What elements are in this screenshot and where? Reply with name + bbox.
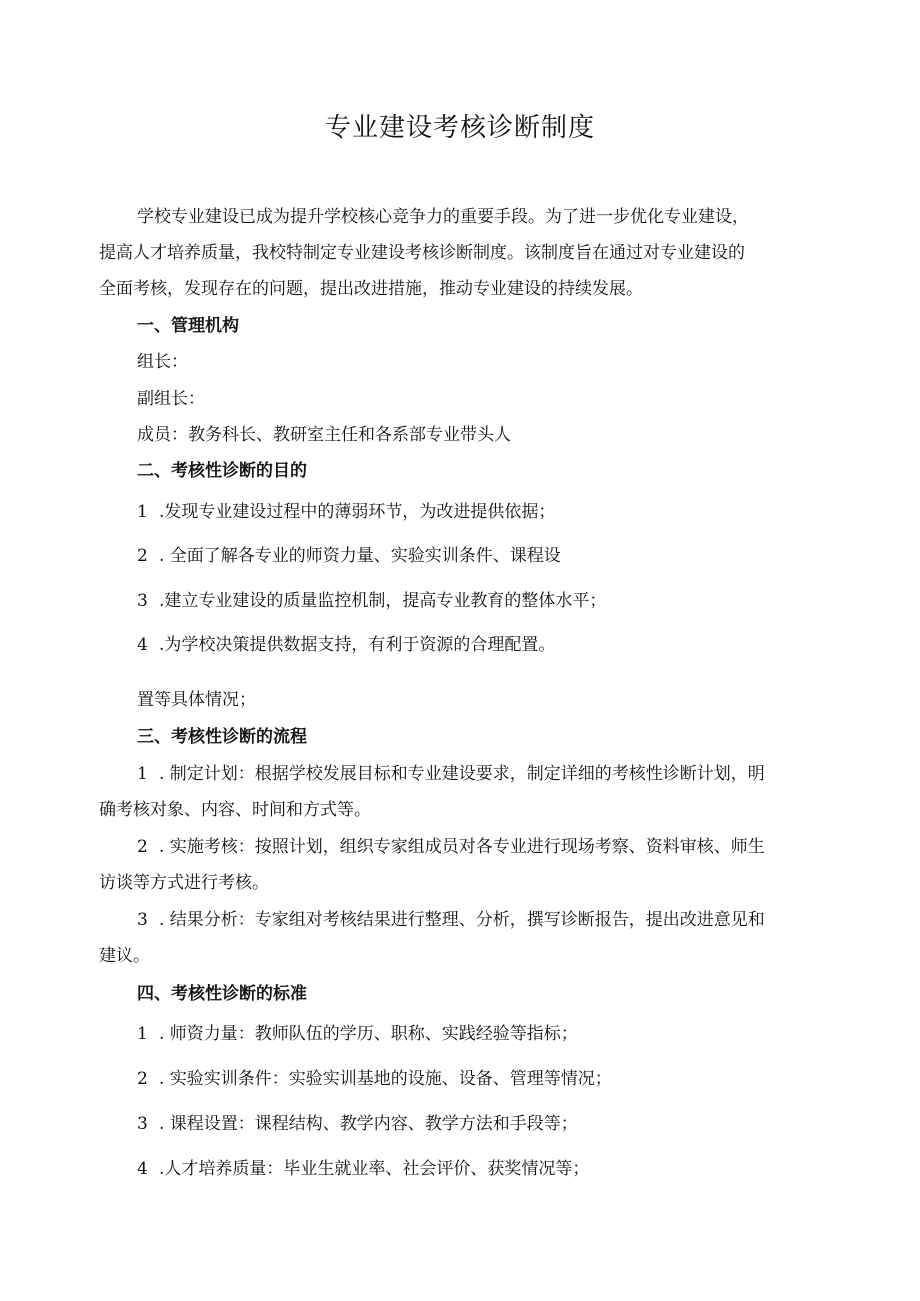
process-item-text: . 结果分析：专家组对考核结果进行整理、分析，撰写诊断报告，提出改进意见和 [159,910,765,930]
standard-item-number: 1 [137,1024,148,1044]
process-item [137,908,765,932]
section-heading-standards: 四、考核性诊断的标准 [137,984,307,1004]
section-heading-process: 三、考核性诊断的流程 [137,727,307,747]
standard-item [137,1112,578,1136]
purpose-item-text: .建立专业建设的质量监控机制，提高专业教育的整体水平； [159,591,607,611]
purpose-item-number: 1 [137,502,148,522]
purpose-item [137,589,606,613]
standard-item-number: 4 [137,1159,148,1179]
purpose-item-number: 2 [137,546,148,566]
standard-item-text: . 实验实训条件：实验实训基地的设施、设备、管理等情况； [159,1069,612,1089]
process-item-text: . 制定计划：根据学校发展目标和专业建设要求，制定详细的考核性诊断计划，明 [159,764,765,784]
intro-line-1: 学校专业建设已成为提升学校核心竞争力的重要手段。为了进一步优化专业建设， [137,207,749,227]
purpose-item-text: . 全面了解各专业的师资力量、实验实训条件、课程设 [159,546,561,566]
standard-item [137,1022,578,1046]
standard-item-number: 3 [137,1114,148,1134]
process-item-continuation: 访谈等方式进行考核。 [99,873,269,893]
purpose-item [137,500,555,524]
purpose-item-text: .为学校决策提供数据支持，有利于资源的合理配置。 [159,635,556,655]
process-item-number: 1 [137,764,148,784]
purpose-item [137,633,555,657]
members-line: 成员：教务科长、教研室主任和各系部专业带头人 [137,425,511,445]
leader-line: 组长： [137,352,188,372]
deputy-leader-line: 副组长： [137,389,205,409]
standard-item [137,1067,612,1091]
purpose-continuation: 置等具体情况； [137,690,256,710]
standard-item-number: 2 [137,1069,148,1089]
process-item [137,835,765,859]
standard-item-text: . 师资力量：教师队伍的学历、职称、实践经验等指标； [159,1024,578,1044]
page-title: 专业建设考核诊断制度 [324,113,595,143]
process-item-continuation: 建议。 [99,946,150,966]
section-heading-management: 一、管理机构 [137,316,239,336]
standard-item [137,1157,589,1181]
process-item-number: 2 [137,837,148,857]
process-item [137,762,765,786]
process-item-number: 3 [137,910,148,930]
purpose-item-number: 3 [137,591,148,611]
process-item-continuation: 确考核对象、内容、时间和方式等。 [99,800,371,820]
process-item-text: . 实施考核：按照计划，组织专家组成员对各专业进行现场考察、资料审核、师生 [159,837,765,857]
standard-item-text: .人才培养质量：毕业生就业率、社会评价、获奖情况等； [159,1159,590,1179]
purpose-item-number: 4 [137,635,148,655]
purpose-item-text: .发现专业建设过程中的薄弱环节，为改进提供依据； [159,502,556,522]
section-heading-purpose: 二、考核性诊断的目的 [137,461,307,481]
intro-line-3: 全面考核，发现存在的问题，提出改进措施，推动专业建设的持续发展。 [99,279,643,299]
standard-item-text: . 课程设置：课程结构、教学内容、教学方法和手段等； [159,1114,578,1134]
purpose-item [137,544,561,568]
intro-line-2: 提高人才培养质量，我校特制定专业建设考核诊断制度。该制度旨在通过对专业建设的 [99,243,745,263]
